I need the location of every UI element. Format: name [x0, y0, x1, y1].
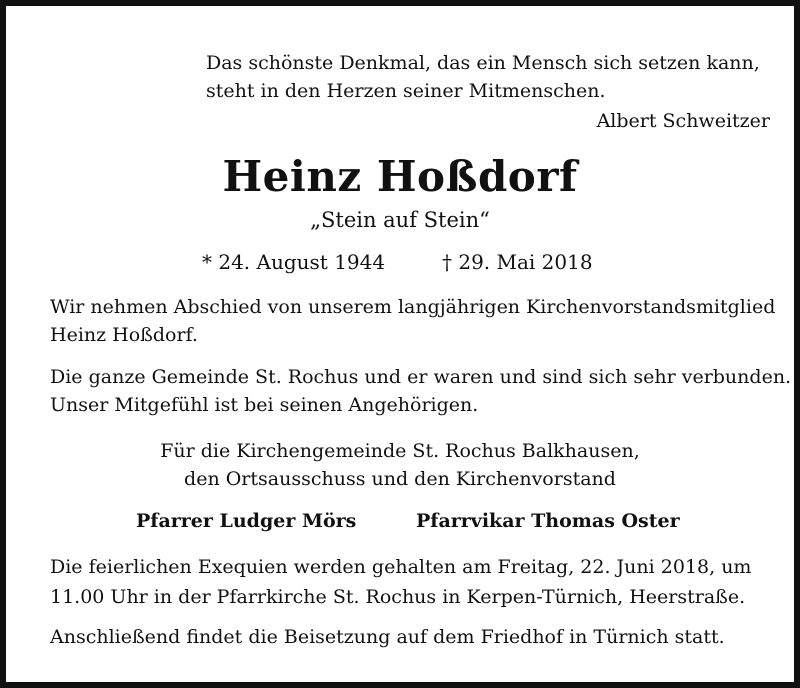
signer-vicar: Pfarrvikar Thomas Oster — [416, 510, 680, 532]
farewell-text-line-2: Heinz Hoßdorf. — [50, 324, 198, 346]
deceased-name: Heinz Hoßdorf — [222, 152, 578, 201]
birth-date: * 24. August 1944 — [202, 250, 386, 274]
community-text-line-2: Unser Mitgefühl ist bei seinen Angehörigen. — [50, 394, 479, 416]
sender-line-2: den Ortsausschuss und den Kirchenvorstand — [184, 468, 616, 490]
quote-author: Albert Schweitzer — [596, 110, 770, 132]
funeral-info-line-2: 11.00 Uhr in der Pfarrkirche St. Rochus in Kerpen-Türnich, Heerstraße. — [50, 586, 746, 608]
community-text-line-1: Die ganze Gemeinde St. Rochus und er waren und sind sich sehr verbunden. — [50, 366, 792, 388]
death-date: † 29. Mai 2018 — [442, 250, 593, 274]
quote-line-2: steht in den Herzen seiner Mitmenschen. — [206, 80, 606, 102]
burial-info-line: Anschließend findet die Beisetzung auf dem Friedhof in Türnich statt. — [50, 626, 725, 648]
deceased-nickname: „Stein auf Stein“ — [310, 208, 490, 232]
farewell-text-line-1: Wir nehmen Abschied von unserem langjährigen Kirchenvorstandsmitglied — [50, 296, 776, 318]
quote-line-1: Das schönste Denkmal, das ein Mensch sich setzen kann, — [206, 52, 760, 74]
signer-pastor: Pfarrer Ludger Mörs — [136, 510, 357, 532]
funeral-info-line-1: Die feierlichen Exequien werden gehalten am Freitag, 22. Juni 2018, um — [50, 556, 752, 578]
sender-line-1: Für die Kirchengemeinde St. Rochus Balkhausen, — [160, 440, 640, 462]
